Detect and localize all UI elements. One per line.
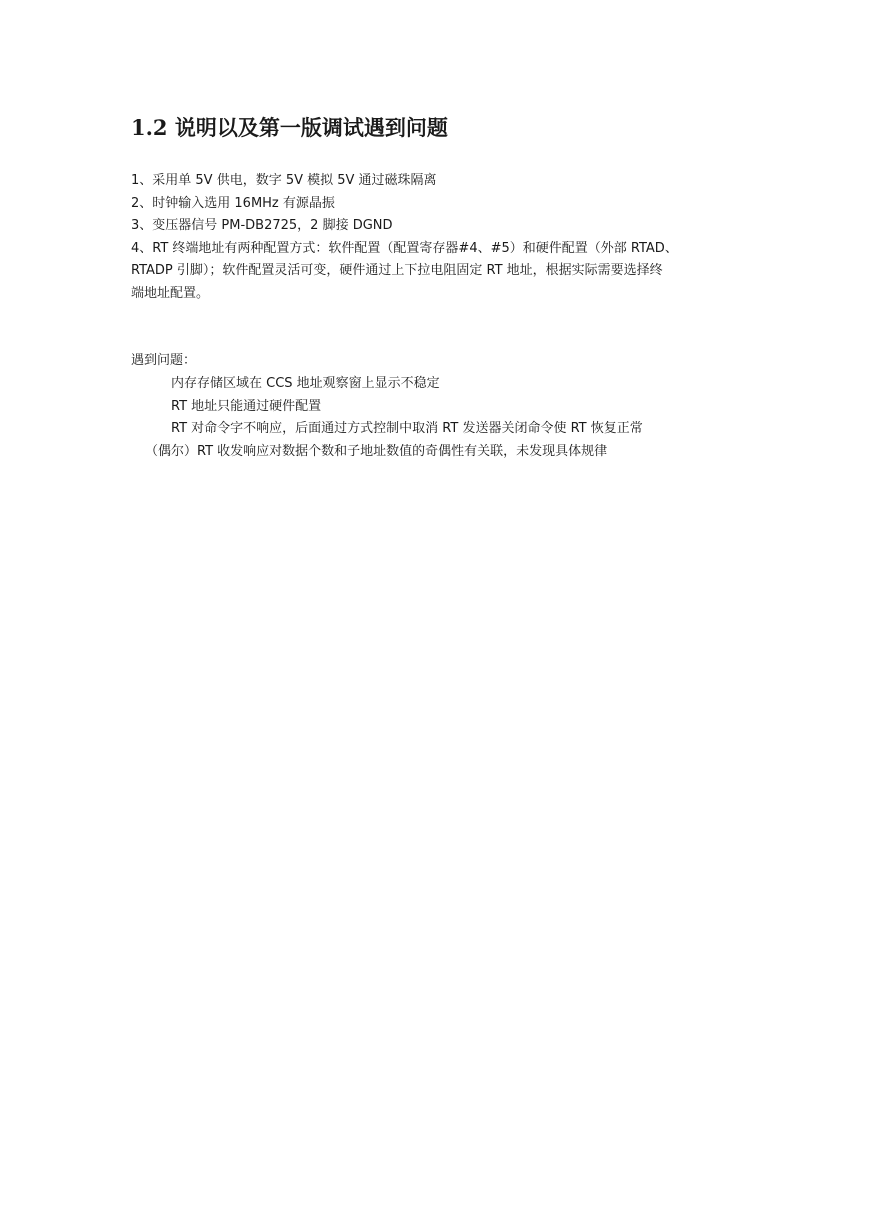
issue-item-continuation: （偶尔）RT 收发响应对数据个数和子地址数值的奇偶性有关联，未发现具体规律 [145,443,608,459]
note-item: 2、时钟输入选用 16MHz 有源晶振 [131,195,335,211]
note-item: 4、RT 终端地址有两种配置方式：软件配置（配置寄存器#4、#5）和硬件配置（外部 RTAD、 [131,240,678,256]
note-item: 3、变压器信号 PM-DB2725，2 脚接 DGND [131,218,393,233]
note-item-continuation: 端地址配置。 [131,285,210,301]
notes-list [131,170,678,305]
issues-list [131,373,643,463]
section-heading: 1.2 说明以及第一版调试遇到问题 [131,115,448,140]
note-item-continuation: RTADP 引脚）；软件配置灵活可变，硬件通过上下拉电阻固定 RT 地址，根据实际需要选择终 [131,263,663,278]
note-item: 1、采用单 5V 供电，数字 5V 模拟 5V 通过磁珠隔离 [131,173,437,188]
issues-title: 遇到问题： [131,353,197,368]
issue-item: 内存存储区域在 CCS 地址观察窗上显示不稳定 [171,376,440,391]
issue-item: RT 地址只能通过硬件配置 [171,398,322,414]
issue-item: RT 对命令字不响应，后面通过方式控制中取消 RT 发送器关闭命令使 RT 恢复正常 [171,421,643,436]
